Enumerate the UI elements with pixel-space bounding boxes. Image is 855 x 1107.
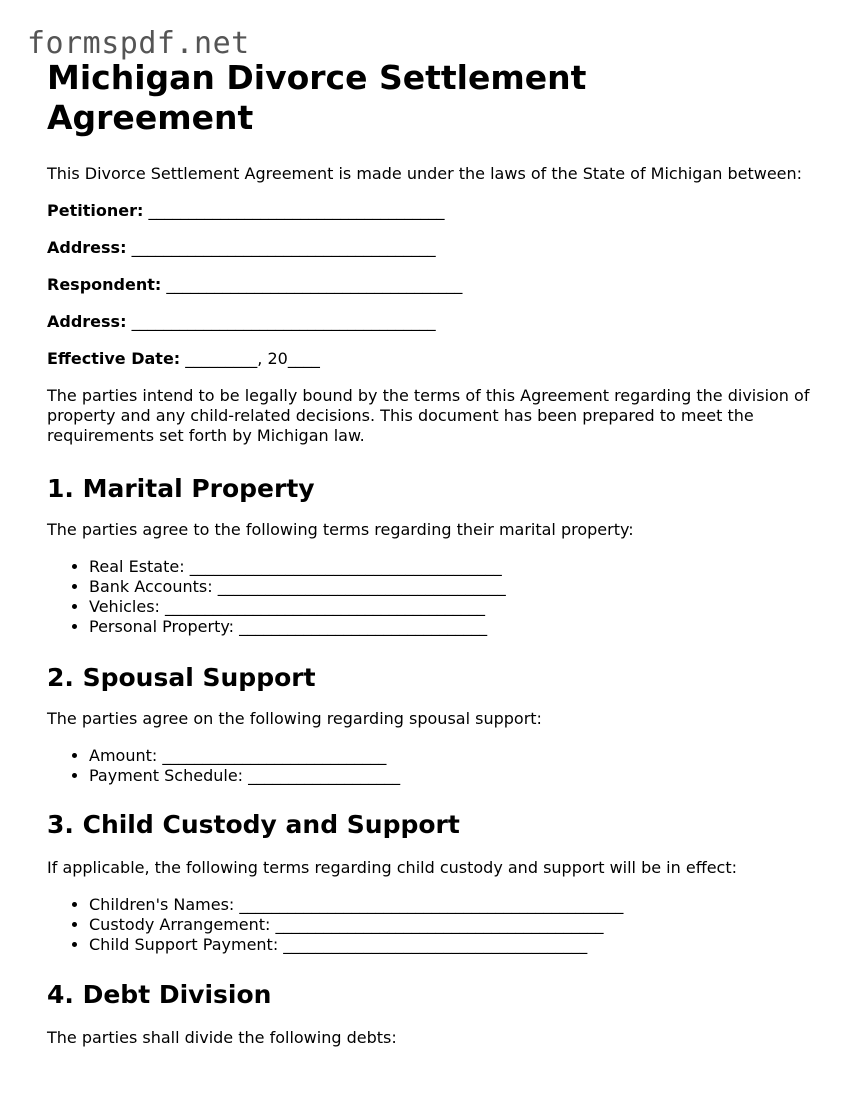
effective-date-field (47, 349, 817, 369)
petitioner-address-blank[interactable]: ______________________________________ (131, 238, 436, 257)
section-text: The parties shall divide the following debts: (47, 1028, 397, 1047)
binding-paragraph: The parties intend to be legally bound by the terms of this Agreement regarding the division of property and any child-related decisions. This document has been prepared to meet the requirements set forth by Michigan law. (47, 386, 810, 445)
marital-property-list (47, 557, 817, 637)
list-item[interactable]: • Vehicles: ________________________________________ (89, 597, 817, 617)
child-custody-list (47, 895, 817, 955)
list-item[interactable]: • Payment Schedule: ___________________ (89, 766, 817, 786)
list-item[interactable]: • Real Estate: _______________________________________ (89, 557, 817, 577)
field-label: Address: (47, 238, 127, 257)
effective-date-blank[interactable]: _________, 20____ (185, 349, 320, 368)
respondent-address-blank[interactable]: ______________________________________ (131, 312, 436, 331)
section-heading-marital-property: 1. Marital Property (47, 474, 315, 503)
petitioner-field (47, 201, 817, 221)
section-text: The parties agree on the following regarding spousal support: (47, 709, 542, 728)
intro-paragraph: This Divorce Settlement Agreement is made under the laws of the State of Michigan between: (47, 164, 803, 183)
respondent-address-field (47, 312, 817, 332)
section-text: The parties agree to the following terms regarding their marital property: (47, 520, 634, 539)
field-label: Address: (47, 312, 127, 331)
document-title: Michigan Divorce Settlement Agreement (47, 58, 587, 137)
list-item[interactable]: • Children's Names: ________________________________________________ (89, 895, 817, 915)
spousal-support-list (47, 746, 817, 786)
list-item[interactable]: • Personal Property: _______________________________ (89, 617, 817, 637)
document-page (47, 58, 817, 1048)
petitioner-blank[interactable]: _____________________________________ (148, 201, 445, 220)
section-heading-debt-division: 4. Debt Division (47, 980, 272, 1009)
respondent-blank[interactable]: _____________________________________ (166, 275, 463, 294)
field-label: Effective Date: (47, 349, 181, 368)
list-item[interactable]: • Child Support Payment: ______________________________________ (89, 935, 817, 955)
list-item[interactable]: • Bank Accounts: ____________________________________ (89, 577, 817, 597)
list-item[interactable]: • Amount: ____________________________ (89, 746, 817, 766)
field-label: Respondent: (47, 275, 162, 294)
section-text: If applicable, the following terms regarding child custody and support will be in effect: (47, 858, 738, 877)
section-heading-spousal-support: 2. Spousal Support (47, 663, 316, 692)
watermark: formspdf.net (27, 26, 250, 61)
petitioner-address-field (47, 238, 817, 258)
section-heading-child-custody: 3. Child Custody and Support (47, 810, 460, 839)
list-item[interactable]: • Custody Arrangement: _________________________________________ (89, 915, 817, 935)
respondent-field (47, 275, 817, 295)
field-label: Petitioner: (47, 201, 144, 220)
